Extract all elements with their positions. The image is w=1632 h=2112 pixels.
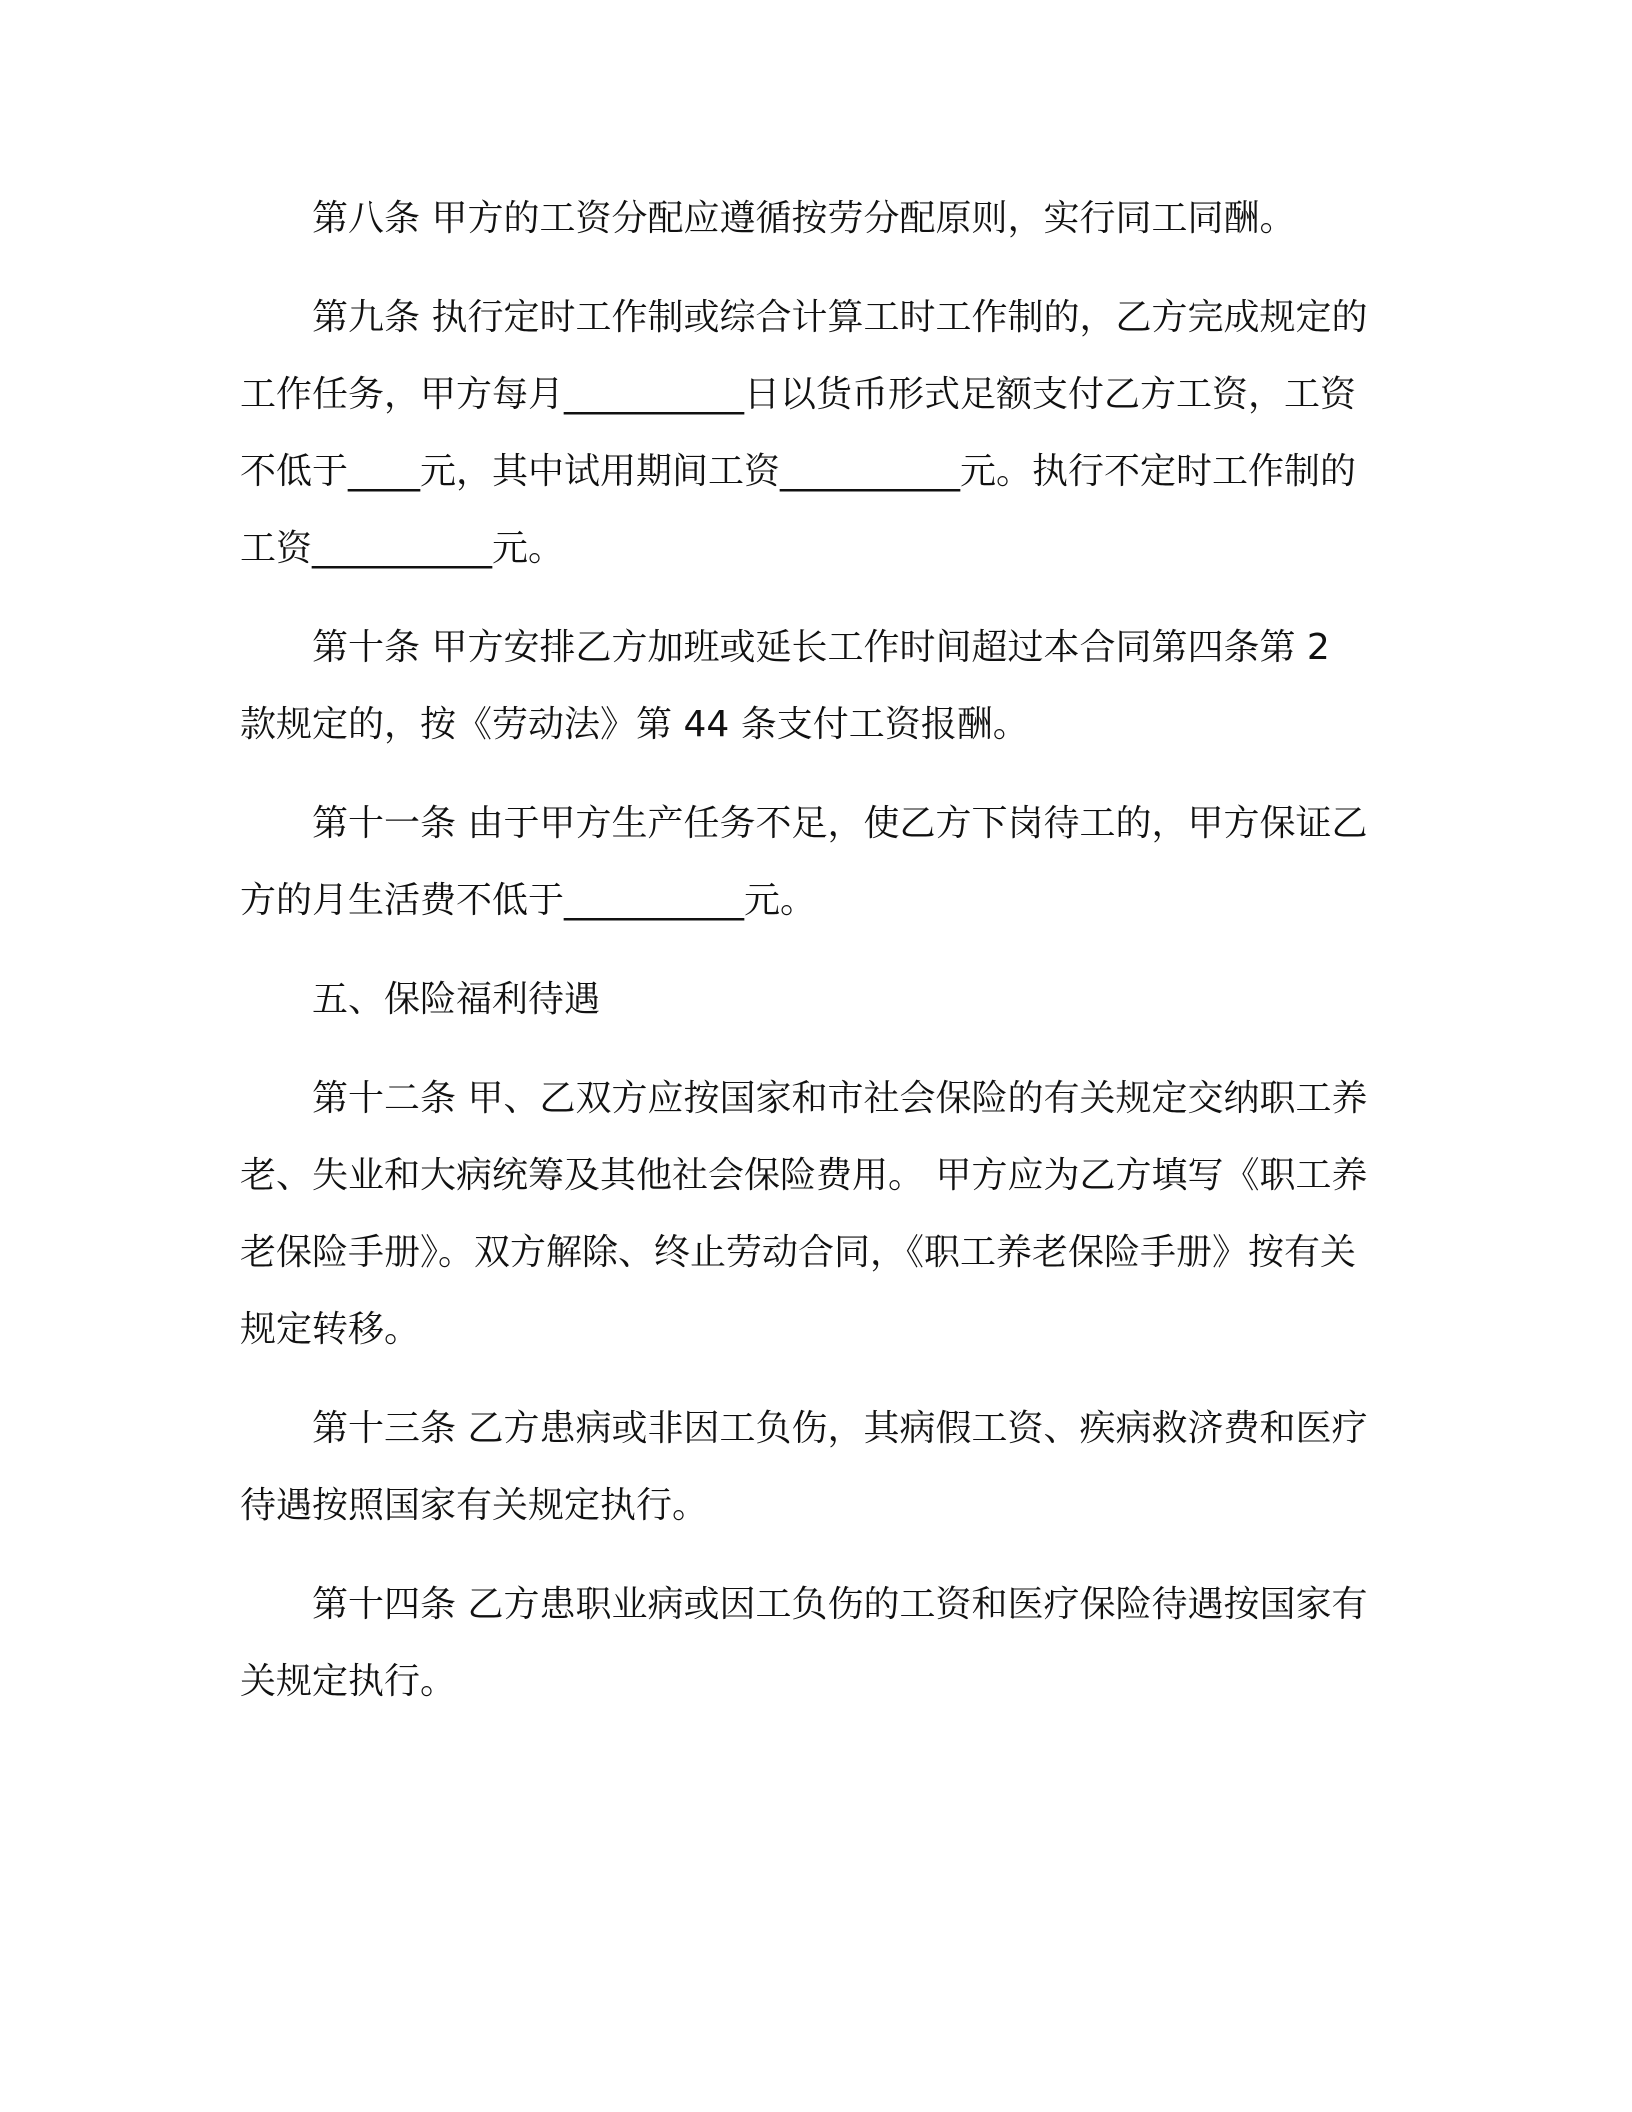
article-9: 第九条 执行定时工作制或综合计算工时工作制的，乙方完成规定的工作任务，甲方每月__________日以货币形式足额支付乙方工资，工资不低于____元，其中试用期间工资__________元。执行不定时工作制的工资__________元。 [240,297,1368,569]
article-13: 第十三条 乙方患病或非因工负伤，其病假工资、疾病救济费和医疗待遇按照国家有关规定执行。 [240,1408,1368,1526]
section-heading: 五、保险福利待遇 [312,979,601,1020]
article-12: 第十二条 甲、乙双方应按国家和市社会保险的有关规定交纳职工养老、失业和大病统筹及其他社会保险费用。 甲方应为乙方填写《职工养老保险手册》。双方解除、终止劳动合同，《职工养老保险手册》按有关规定转移。 [240,1078,1368,1350]
document-body [240,180,1376,1742]
article-10: 第十条 甲方安排乙方加班或延长工作时间超过本合同第四条第 2 款规定的，按《劳动法》第 44 条支付工资报酬。 [240,627,1330,745]
article-14: 第十四条 乙方患职业病或因工负伤的工资和医疗保险待遇按国家有关规定执行。 [240,1584,1368,1702]
article-8: 第八条 甲方的工资分配应遵循按劳分配原则，实行同工同酬。 [312,198,1296,239]
article-11: 第十一条 由于甲方生产任务不足，使乙方下岗待工的，甲方保证乙方的月生活费不低于__________元。 [240,803,1368,921]
